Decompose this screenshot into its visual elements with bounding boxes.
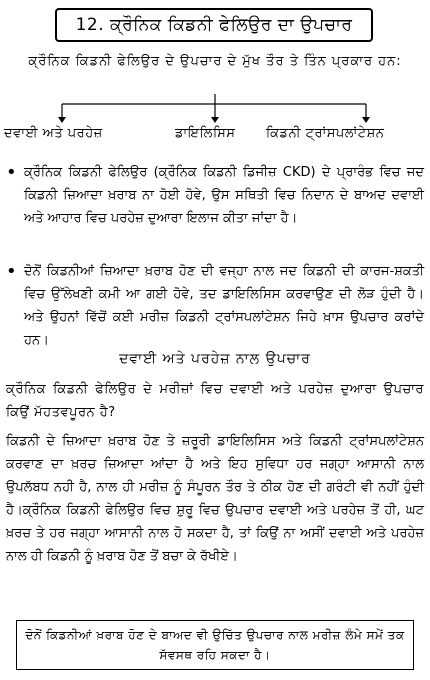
arrow-down-icon xyxy=(211,117,219,123)
chapter-title-text: 12. ਕ੍ਰੌਨਿਕ ਕਿਡਨੀ ਫੇਲਿਉਰ ਦਾ ਉਪਚਾਰ xyxy=(75,15,353,35)
treatment-dialysis: ਡਾਇਲਿਸਿਸ xyxy=(175,126,236,141)
section-heading: ਦਵਾਈ ਅਤੇ ਪਰਹੇਜ਼ ਨਾਲ ਉਪਚਾਰ xyxy=(119,351,311,367)
bullet-icon: • xyxy=(6,162,17,183)
treatment-medicine-diet: ਦਵਾਈ ਅਤੇ ਪਰਹੇਜ਼ xyxy=(4,126,103,141)
chapter-title xyxy=(55,8,373,42)
answer-paragraph: ਕਿਡਨੀ ਦੇ ਜ਼ਿਆਦਾ ਖ਼ਰਾਬ ਹੋਣ ਤੇ ਜ਼ਰੂਰੀ ਡਾਇਲਿਸਿਸ ਅਤੇ ਕਿਡਨੀ ਟ੍ਰਾਂਸਪਲਾਂਟੇਸ਼ਨ ਕਰਵਾਣ ਦਾ ਖ਼ਰਚ ਜ਼ਿਆਦਾ ਆਂਦਾ ਹੈ ਅਤੇ ਇਹ ਸੁਵਿਧਾ ਹਰ ਜਗ੍ਹਾ ਆਸਾਨੀ ਨਾਲ ਉਪਲੱਬਧ ਨਹੀ ਹੈ, ਨਾਲ ਹੀ ਮਰੀਜ਼ ਨੂੰ ਸੰਪੂਰਨ ਤੌਰ ਤੇ ਠੀਕ ਹੋਣ ਦੀ ਗਰੰਟੀ ਵੀ ਨਹੀਂ ਹੁੰਦੀ ਹੈ।ਕ੍ਰੌਨਿਕ ਕਿਡਨੀ ਫੇਲਿਉਰ ਵਿਚ ਸ਼ੁਰੂ ਵਿਚ ਉਪਚਾਰ ਦਵਾਈ ਅਤੇ ਪਰਹੇਜ਼ ਤੋਂ ਹੀ, ਘਟ ਖ਼ਰਚ ਤੇ ਹਰ ਜਗ੍ਹਾ ਆਸਾਨੀ ਨਾਲ ਹੋ ਸਕਦਾ ਹੈ, ਤਾਂ ਕਿਉਂ ਨਾ ਅਸੀਂ ਦਵਾਈ ਅਤੇ ਪਰਹੇਜ਼ ਨਾਲ ਹੀ ਕਿਡਨੀ ਨੂੰ ਖ਼ਰਾਬ ਹੋਣ ਤੋਂ ਬਚਾ ਕੇ ਰੱਖੀਏ। xyxy=(6,434,424,564)
bullet-paragraph-advanced-ckd: ਦੋਨੋਂ ਕਿਡਨੀਆਂ ਜ਼ਿਆਦਾ ਖ਼ਰਾਬ ਹੋਣ ਦੀ ਵਜ੍ਹਾ ਨਾਲ ਜਦ ਕਿਡਨੀ ਦੀ ਕਾਰਜ-ਸ਼ਕਤੀ ਵਿਚ ਉੱਲੇਖਣੀ ਕਮੀ ਆ ਗਈ ਹੋਵੇ, ਤਦ ਡਾਇਲਿਸਿਸ ਕਰਵਾਉਣ ਦੀ ਲੋੜ ਹੁੰਦੀ ਹੈ। ਅਤੇ ਉਹਨਾਂ ਵਿੱਚੋਂ ਕਈ ਮਰੀਜ਼ ਕਿਡਨੀ ਟ੍ਰਾਂਸਪਲਾਂਟੇਸ਼ਨ ਜਿਹੇ ਖ਼ਾਸ ਉਪਚਾਰ ਕਰਾਂਦੇ ਹਨ। xyxy=(24,264,424,348)
bullet-icon: • xyxy=(6,261,17,282)
arrow-down-icon xyxy=(362,117,370,123)
arrow-down-icon xyxy=(58,117,66,123)
bullet-paragraph-early-ckd: ਕ੍ਰੌਨਿਕ ਕਿਡਨੀ ਫੇਲਿਉਰ (ਕ੍ਰੌਨਿਕ ਕਿਡਨੀ ਡਿਜੀਜ਼ CKD) ਦੇ ਪ੍ਰਾਰੰਭ ਵਿਚ ਜਦ ਕਿਡਨੀ ਜ਼ਿਆਦਾ ਖ਼ਰਾਬ ਨਾ ਹੋਈ ਹੋਵੇ, ਉਸ ਸਥਿਤੀ ਵਿਚ ਨਿਦਾਨ ਦੇ ਬਾਅਦ ਦਵਾਈ ਅਤੇ ਆਹਾਰ ਵਿਚ ਪਰਹੇਜ਼ ਦੁਆਰਾ ਇਲਾਜ ਕੀਤਾ ਜਾਂਦਾ ਹੈ। xyxy=(24,165,424,226)
question-text: ਕ੍ਰੌਨਿਕ ਕਿਡਨੀ ਫੇਲਿਉਰ ਦੇ ਮਰੀਜ਼ਾਂ ਵਿਚ ਦਵਾਈ ਅਤੇ ਪਰਹੇਜ਼ ਦੁਆਰਾ ਉਪਚਾਰ ਕਿਉਂ ਮੱਹਤਵਪੂਰਨ ਹੈ? xyxy=(6,382,424,420)
intro-text: ਕ੍ਰੌਨਿਕ ਕਿਡਨੀ ਫੇਲਿਉਰ ਦੇ ਉਪਚਾਰ ਦੇ ਮੁੱਖ ਤੌਰ ਤੇ ਤਿੰਨ ਪ੍ਰਕਾਰ ਹਨ: xyxy=(28,54,402,69)
treatment-kidney-transplant: ਕਿਡਨੀ ਟ੍ਰਾਂਸਪਲਾਂਟੇਸ਼ਨ xyxy=(266,126,385,141)
note-text: ਦੋਨੋਂ ਕਿਡਨੀਆਂ ਖ਼ਰਾਬ ਹੋਣ ਦੇ ਬਾਅਦ ਵੀ ਉਚਿੱਤ ਉਪਚਾਰ ਨਾਲ ਮਰੀਜ਼ ਲੰਮੇ ਸਮੇਂ ਤਕ ਸੱਵਸਥ ਰਹਿ ਸਕਦਾ ਹੈ। xyxy=(25,628,405,662)
note-box xyxy=(16,620,414,670)
treatment-options xyxy=(0,126,430,148)
